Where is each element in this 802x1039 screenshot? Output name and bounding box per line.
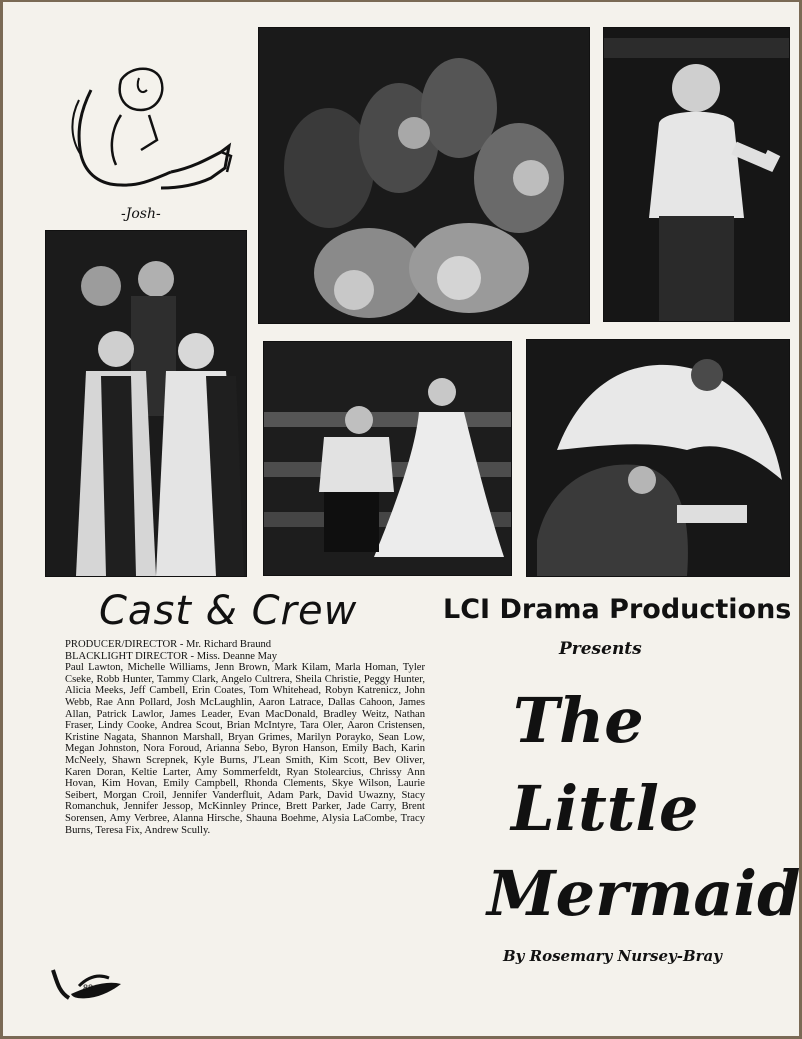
photo-cast-group [258,27,590,324]
title-line-3: Mermaid [487,857,801,930]
yearbook-page [3,2,799,1036]
photo-prince-princess-stage [263,341,512,576]
credit-cast-list: Paul Lawton, Michelle Williams, Jenn Brown, Mark Kilam, Marla Homan, Tyler Cseke, Robb Hunter, Tammy Clark, Angelo Cultrera, Sheila Christie, Peggy Hunter, Alicia Meeks, Jeff Cambell, Erin Coates, Tom Whitehead, Robyn Katrenicz, John Webb, Rae Ann Pollard, Josh McLaughlin, Aaron Latrace, Dallas Cahoon, James Allan, Patrick Lawlor, James Leader, Evan MacDonald, Bradley Weitz, Nathan Fraser, Lindy Cooke, Andrea Scout, Brian McIntyre, Tara Oler, Aaron Cristensen, Kristine Nagata, Shannon Marshall, Bryan Grimes, Marilyn Porayko, Sean Low, Megan Johnston, Nora Foroud, Arianna Sebo, Byron Hanson, Emily Bach, Karin McNeely, Shawn Screpnek, Kyle Burns, J'Lean Smith, Kim Scott, Bev Oliver, Karen Doran, Keltie Larter, Amy Sommerfeldt, Ryan Stolearcius, Chrissy Ann Hovan, Kim Hovan, Emily Campbell, Rhonda Clements, Skye Wilson, Laurie Seibert, Morgan Croil, Jennifer Vanderfluit, Adam Park, David Uwazny, Stacy Romanchuk, Jennifer Jessop, McKinnley Prince, Brett Parker, Jade Carry, Brent Sorensen, Amy Verbree, Alanna Hirsche, Shauna Boehme, Alysia LaCombe, Tracy Burns, Teresa Fix, Andrew Scully. [65,662,425,836]
credits-block [65,639,425,836]
photo-actor-white-shirt [603,27,790,322]
author-byline: By Rosemary Nursey-Bray [503,947,722,965]
mermaid-doodle [61,60,241,230]
title-line-2: Little [511,772,699,845]
photo-seagull-costume [526,339,790,577]
presents-label: Presents [559,639,642,659]
credit-blacklight: BLACKLIGHT DIRECTOR - Miss. Deanne May [65,650,278,662]
credit-producer: PRODUCER/DIRECTOR - Mr. Richard Braund [65,639,272,650]
photo-royal-couple [45,230,247,577]
cast-crew-heading: Cast & Crew [99,588,358,634]
drama-productions-heading: LCI Drama Productions [443,594,792,625]
page-number: 88 [83,983,94,993]
title-line-1: The [513,684,644,757]
doodle-signature: -Josh- [121,206,161,222]
